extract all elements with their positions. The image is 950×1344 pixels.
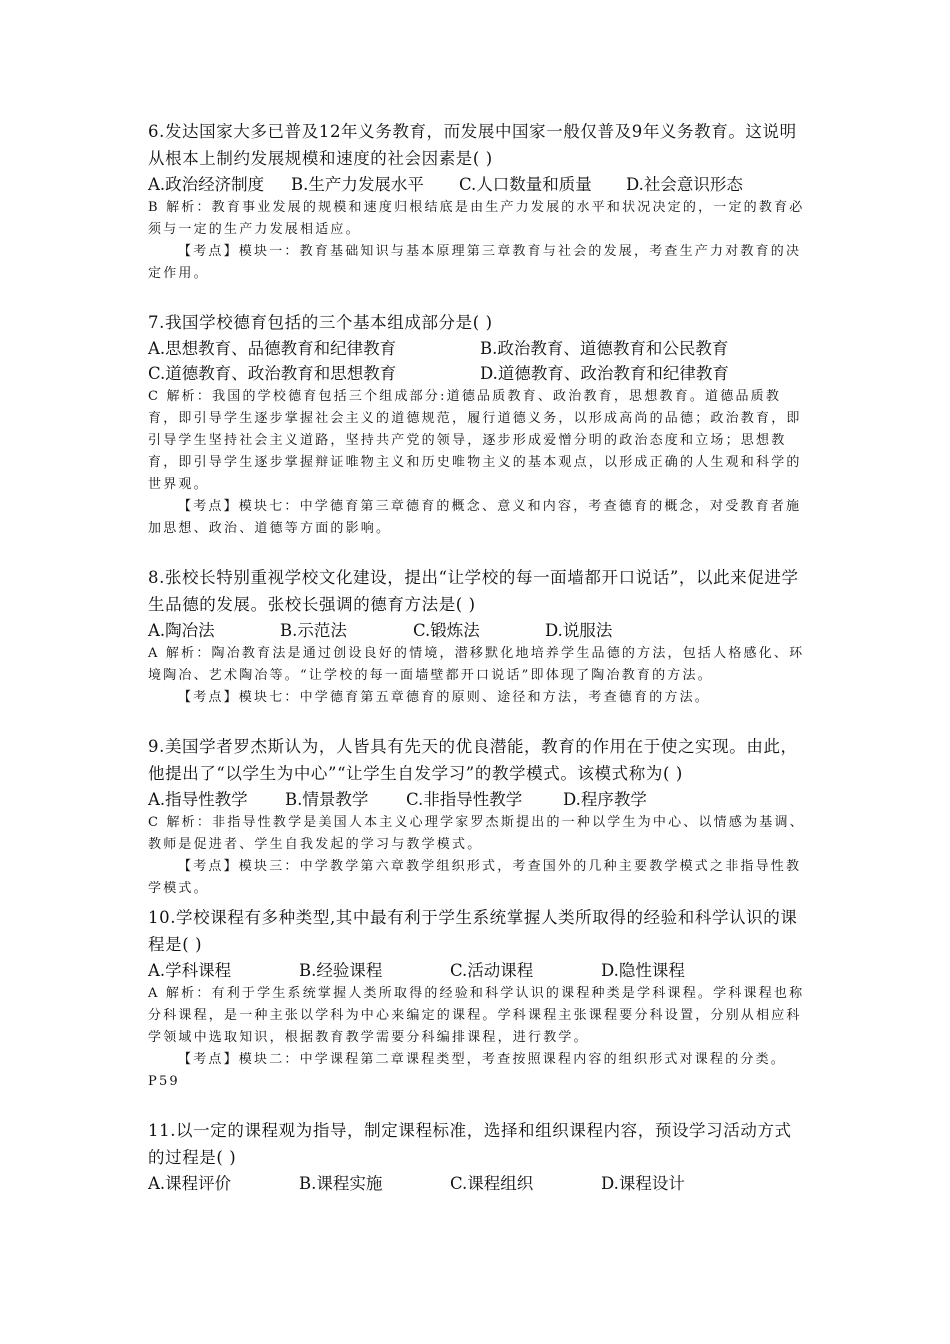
question-stem: 10.学校课程有多种类型,其中最有利于学生系统掌握人类所取得的经验和科学认识的课程是( ) [148, 908, 798, 954]
option-c: C.非指导性教学 [406, 790, 523, 809]
options-row [148, 787, 808, 812]
analysis: A 解析：有利于学生系统掌握人类所取得的经验和科学认识的课程种类是学科课程。学科课程也称分科课程，是一种主张以学科为中心来编定的课程。学科课程主张课程要分科设置，分别从相应科学领域中选取知识，根据教育教学需要分科编排课程，进行教学。 [148, 986, 805, 1045]
option-d: D.课程设计 [601, 1174, 685, 1193]
question-9 [148, 733, 808, 900]
analysis: B 解析：教育事业发展的规模和速度归根结底是由生产力发展的水平和状况决定的，一定的教育必须与一定的生产力发展相适应。 [148, 200, 805, 237]
exam-point: 【考点】模块一：教育基础知识与基本原理第三章教育与社会的发展，考查生产力对教育的决定作用。 [148, 244, 802, 281]
question-10 [148, 904, 808, 1093]
option-d: D.道德教育、政治教育和纪律教育 [480, 364, 729, 383]
option-c: C.活动课程 [450, 961, 534, 980]
question-7 [148, 309, 808, 540]
option-c: C.锻炼法 [413, 621, 480, 640]
options-row [148, 958, 808, 983]
option-b: B.生产力发展水平 [291, 175, 424, 194]
option-a: A.政治经济制度 [148, 175, 265, 194]
option-a: A.指导性教学 [148, 790, 248, 809]
option-b: B.情景教学 [285, 790, 369, 809]
option-a: A.课程评价 [148, 1174, 232, 1193]
question-8 [148, 564, 808, 709]
option-c: C.人口数量和质量 [459, 175, 592, 194]
analysis: C 解析：我国的学校德育包括三个组成部分:道德品质教育、政治教育，思想教育。道德品质教育，即引导学生逐步掌握社会主义的道德规范，履行道德义务，以形成高尚的品德；政治教育，即引导学生坚持社会主义道路，坚持共产党的领导，逐步形成爱憎分明的政治态度和立场；思想教育，即引导学生逐步掌握辩证唯物主义和历史唯物主义的基本观点，以形成正确的人生观和科学的世界观。 [148, 389, 802, 492]
exam-point: 【考点】模块三：中学教学第六章教学组织形式，考查国外的几种主要教学模式之非指导性教学模式。 [148, 859, 802, 896]
question-stem: 6.发达国家大多已普及12年义务教育，而发展中国家一般仅普及9年义务教育。这说明从根本上制约发展规模和速度的社会因素是( ) [148, 122, 797, 168]
document-page [148, 118, 808, 1196]
option-d: D.说服法 [545, 621, 613, 640]
option-a: A.思想教育、品德教育和纪律教育 [148, 339, 397, 358]
question-11 [148, 1117, 808, 1196]
question-6 [148, 118, 808, 285]
options-row [148, 361, 808, 386]
exam-point: 【考点】模块七：中学德育第五章德育的原则、途径和方法，考查德育的方法。 [178, 690, 711, 705]
question-stem: 11.以一定的课程观为指导，制定课程标准，选择和组织课程内容，预设学习活动方式的过程是( ) [148, 1121, 792, 1167]
options-row [148, 172, 808, 197]
analysis: C 解析：非指导性教学是美国人本主义心理学家罗杰斯提出的一种以学生为中心、以情感为基调、教师是促进者、学生自我发起的学习与教学模式。 [148, 815, 805, 852]
options-row [148, 618, 808, 643]
option-b: B.政治教育、道德教育和公民教育 [480, 339, 729, 358]
option-a: A.陶冶法 [148, 621, 215, 640]
question-stem: 8.张校长特别重视学校文化建设，提出“让学校的每一面墙都开口说话”，以此来促进学生品德的发展。张校长强调的德育方法是( ) [148, 568, 799, 614]
exam-point: 【考点】模块七：中学德育第三章德育的概念、意义和内容，考查德育的概念，对受教育者施加思想、政治、道德等方面的影响。 [148, 499, 802, 536]
option-b: B.课程实施 [299, 1174, 383, 1193]
question-stem: 7.我国学校德育包括的三个基本组成部分是( ) [148, 313, 493, 332]
options-row [148, 336, 808, 361]
question-stem: 9.美国学者罗杰斯认为，人皆具有先天的优良潜能，教育的作用在于使之实现。由此，他提出了“以学生为中心”“让学生自发学习”的教学模式。该模式称为( ) [148, 737, 798, 783]
exam-point: 【考点】模块二：中学课程第二章课程类型，考查按照课程内容的组织形式对课程的分类。P59 [148, 1052, 787, 1089]
option-a: A.学科课程 [148, 961, 232, 980]
option-c: C.课程组织 [450, 1174, 534, 1193]
option-b: B.经验课程 [299, 961, 383, 980]
analysis: A 解析：陶冶教育法是通过创设良好的情境，潜移默化地培养学生品德的方法，包括人格感化、环境陶冶、艺术陶冶等。“让学校的每一面墙壁都开口说话”即体现了陶冶教育的方法。 [148, 646, 805, 683]
option-d: D.程序教学 [563, 790, 647, 809]
option-d: D.隐性课程 [601, 961, 685, 980]
options-row [148, 1171, 808, 1196]
option-b: B.示范法 [280, 621, 347, 640]
option-c: C.道德教育、政治教育和思想教育 [148, 364, 397, 383]
option-d: D.社会意识形态 [626, 175, 743, 194]
